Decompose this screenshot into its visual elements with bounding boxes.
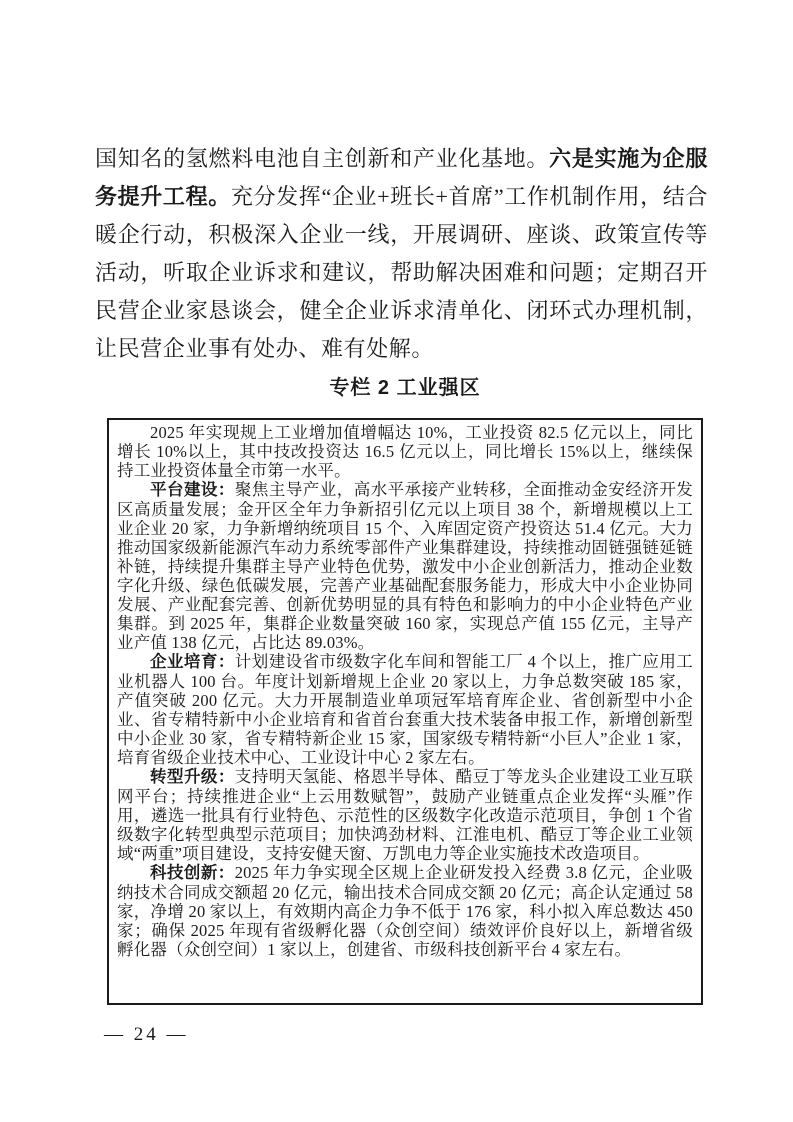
box-paragraph: 平台建设：聚焦主导产业，高水平承接产业转移，全面推动金安经济开发区高质量发展；金开区全年力争新招引亿元以上项目 38 个，新增规模以上工业企业 20 家，力争新增纳统项目 15 个、入库固定资产投资达 51.4 亿元。大力推动国家级新能源汽车动力系统零部件产业集群建设，持续推动固链强链延链补链，持续提升集群主导产业特色优势，激发中小企业创新活力，推动企业数字化升级、绿色低碳发展，完善产业基础配套服务能力，形成大中小企业协同发展、产业配套完善、创新优势明显的具有特色和影响力的中小企业特色产业集群。到 2025 年，集群企业数量突破 160 家，实现总产值 155 亿元，主导产业产值 138 亿元，占比达 89.03%。 (117, 480, 693, 652)
box-paragraph: 科技创新：2025 年力争实现全区规上企业研发投入经费 3.8 亿元，企业吸纳技术合同成交额超 20 亿元，输出技术合同成交额 20 亿元；高企认定通过 58 家，净增 20 家以上，有效期内高企力争不低于 176 家，科小拟入库总数达 450 家；确保 2025 年现有省级孵化器（众创空间）绩效评价良好以上，新增省级孵化器（众创空间）1 家以上，创建省、市级科技创新平台 4 家左右。 (117, 863, 693, 959)
box-paragraph: 企业培育：计划建设省市级数字化车间和智能工厂 4 个以上，推广应用工业机器人 100 台。年度计划新增规上企业 20 家以上，力争总数突破 185 家，产值突破 200 亿元。大力开展制造业单项冠军培育库企业、省创新型中小企业、省专精特新中小企业培育和省首台套重大技术装备申报工作，新增创新型中小企业 30 家，省专精特新企业 15 家，国家级专精特新“小巨人”企业 1 家，培育省级企业技术中心、工业设计中心 2 家左右。 (117, 652, 693, 767)
body-paragraph (95, 140, 708, 368)
page-number: — 24 — (104, 1024, 189, 1045)
box-paragraph: 转型升级：支持明天氢能、格恩半导体、酷豆丁等龙头企业建设工业互联网平台；持续推进企业“上云用数赋智”，鼓励产业链重点企业发挥“头雁”作用，遴选一批具有行业特色、示范性的区级数字化改造示范项目，争创 1 个省级数字化转型典型示范项目；加快鸿劲材料、江淮电机、酷豆丁等企业工业领域“两重”项目建设，支持安健天窗、万凯电力等企业实施技术改造项目。 (117, 767, 693, 863)
box-paragraph: 2025 年实现规上工业增加值增幅达 10%，工业投资 82.5 亿元以上，同比增长 10%以上，其中技改投资达 16.5 亿元以上，同比增长 15%以上，继续保持工业投资体量全市第一水平。 (117, 423, 693, 480)
box-paragraphs (117, 423, 693, 959)
body-text-segment: 国知名的氢燃料电池自主创新和产业化基地。 (95, 146, 550, 171)
box-title: 专栏 2 工业强区 (329, 377, 481, 399)
box-paragraph-lead: 平台建设： (150, 481, 235, 499)
box-paragraph-lead: 科技创新： (150, 864, 235, 882)
body-text-segment: 六是实施为企服务提升工程。 (95, 146, 708, 209)
box-paragraph-lead: 转型升级： (150, 768, 235, 786)
body-text-segment: 充分发挥“企业+班长+首席”工作机制作用，结合暖企行动，积极深入企业一线，开展调研、座谈、政策宣传等活动，听取企业诉求和建议，帮助解决困难和问题；定期召开民营企业家恳谈会，健全企业诉求清单化、闭环式办理机制，让民营企业事有处办、难有处解。 (95, 184, 708, 361)
box-paragraph-lead: 企业培育： (150, 653, 235, 671)
special-column-box (107, 418, 703, 1005)
